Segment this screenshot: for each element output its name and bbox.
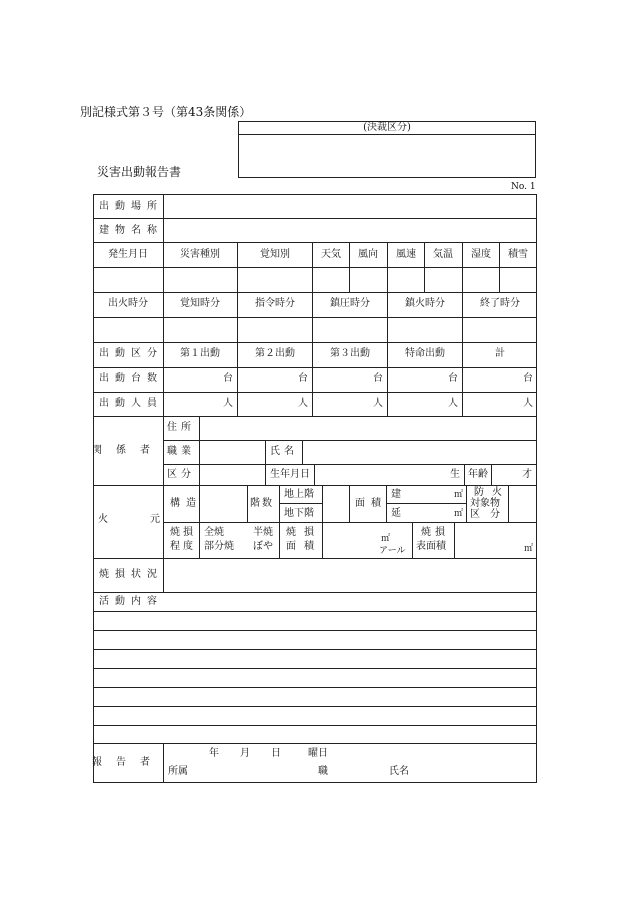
- surface-area-label-2: 表面積: [416, 541, 446, 552]
- address-field[interactable]: [200, 417, 536, 440]
- extinguish-time-header: 鎮火時分: [405, 298, 445, 309]
- name-field[interactable]: [303, 441, 536, 464]
- reporter-name-label: 氏名: [389, 766, 409, 777]
- suppress-time-header: 鎮圧時分: [330, 298, 370, 309]
- area-label: 面積: [355, 498, 387, 509]
- weekday-label: 曜日: [308, 748, 328, 759]
- detect-header: 覚知別: [260, 249, 290, 260]
- minor-burn-option[interactable]: ぼや: [253, 541, 273, 552]
- category-label: 区分: [167, 469, 195, 480]
- floors-label: 階数: [250, 498, 274, 509]
- document-title: 災害出動報告書: [97, 165, 182, 179]
- people-label: 出動人員: [99, 398, 163, 409]
- born-label: 生: [450, 469, 460, 480]
- structure-label: 構造: [170, 498, 202, 509]
- snow-header: 積雪: [508, 249, 528, 260]
- detect-time-header: 覚知時分: [180, 298, 220, 309]
- vehicles-unit: 台: [298, 373, 308, 384]
- form-title: 別記様式第３号（第43条関係）: [80, 105, 252, 119]
- temperature-header: 気温: [433, 249, 453, 260]
- sqm-unit: ㎡: [523, 544, 533, 554]
- people-unit: 人: [223, 398, 233, 409]
- partial-burn-option[interactable]: 部分焼: [204, 541, 234, 552]
- sqm-unit: ㎡: [453, 509, 463, 519]
- type-header: 災害種別: [180, 249, 220, 260]
- damage-status-label: 焼損状況: [99, 569, 163, 580]
- vehicles-unit: 台: [523, 373, 533, 384]
- total-area-label: 延: [391, 508, 401, 519]
- vehicles-unit: 台: [448, 373, 458, 384]
- full-burn-option[interactable]: 全焼: [204, 527, 224, 538]
- above-ground-label: 地上階: [284, 489, 314, 500]
- wind-direction-header: 風向: [358, 249, 378, 260]
- wind-speed-header: 風速: [396, 249, 416, 260]
- affiliation-label: 所属: [168, 766, 188, 777]
- dispatch-label: 出動区分: [99, 348, 163, 359]
- first-dispatch: 第１出動: [180, 348, 220, 359]
- people-unit: 人: [523, 398, 533, 409]
- report-number: No. 1: [511, 182, 536, 192]
- activity-field[interactable]: [94, 612, 536, 743]
- name-label: 氏名: [270, 446, 298, 457]
- activity-label: 活動内容: [99, 596, 163, 607]
- occupation-label: 職業: [167, 446, 195, 457]
- fire-object-label-1: 防火: [474, 487, 510, 498]
- third-dispatch: 第３出動: [330, 348, 370, 359]
- fire-origin-label-1: 火: [98, 514, 108, 525]
- building-field[interactable]: [164, 219, 536, 242]
- people-unit: 人: [298, 398, 308, 409]
- people-unit: 人: [373, 398, 383, 409]
- dob-label: 生年月日: [270, 469, 310, 480]
- age-unit: 才: [522, 469, 532, 480]
- below-ground-label: 地下階: [284, 508, 314, 519]
- location-label: 出動場所: [99, 201, 163, 212]
- weather-header: 天気: [321, 249, 341, 260]
- sqm-unit: ㎡: [453, 490, 463, 500]
- address-label: 住所: [167, 422, 195, 433]
- burned-area-label-2: 面積: [286, 541, 322, 552]
- reporter-label: 報告者: [92, 757, 164, 768]
- are-unit: アール: [379, 546, 406, 556]
- decision-label: (決裁区分): [363, 122, 411, 133]
- end-time-header: 終了時分: [480, 298, 520, 309]
- vehicles-unit: 台: [373, 373, 383, 384]
- sqm-unit: ㎡: [381, 534, 391, 544]
- total-dispatch: 計: [495, 348, 505, 359]
- date-header: 発生月日: [108, 249, 148, 260]
- year-label: 年: [209, 748, 219, 759]
- vehicles-unit: 台: [223, 373, 233, 384]
- surface-area-label-1: 焼損: [421, 527, 449, 538]
- vehicles-label: 出動台数: [99, 373, 163, 384]
- order-time-header: 指令時分: [255, 298, 295, 309]
- people-unit: 人: [448, 398, 458, 409]
- building-label: 建物名称: [99, 225, 163, 236]
- fire-origin-label-2: 元: [150, 514, 160, 525]
- damage-status-field[interactable]: [164, 559, 536, 592]
- humidity-header: 湿度: [471, 249, 491, 260]
- fire-object-label-3: 区分: [470, 509, 510, 520]
- location-field[interactable]: [164, 195, 536, 218]
- second-dispatch: 第２出動: [255, 348, 295, 359]
- age-label: 年齢: [468, 469, 488, 480]
- special-dispatch: 特命出動: [405, 348, 445, 359]
- half-burn-option[interactable]: 半焼: [253, 527, 273, 538]
- damage-level-label-2: 程度: [170, 541, 196, 552]
- fire-time-header: 出火時分: [108, 298, 148, 309]
- month-label: 月: [240, 748, 250, 759]
- fire-object-label-2: 対象物: [470, 498, 500, 509]
- post-label: 職: [318, 766, 328, 777]
- damage-level-label-1: 焼損: [170, 527, 196, 538]
- day-label: 日: [271, 748, 281, 759]
- building-area-label: 建: [391, 489, 401, 500]
- burned-area-label-1: 焼損: [286, 527, 322, 538]
- related-person-label: 関係者: [92, 445, 164, 456]
